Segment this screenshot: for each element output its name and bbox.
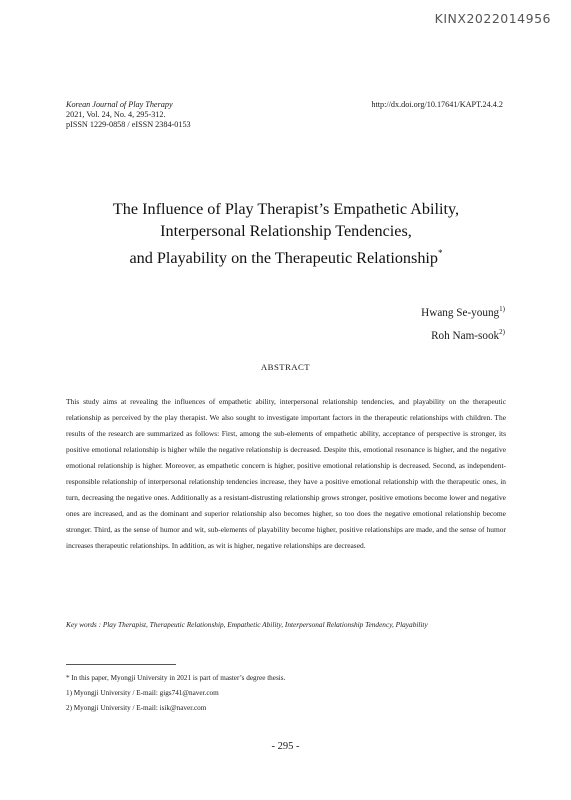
keywords: Key words : Play Therapist, Therapeutic Relationship, Empathetic Ability, Interpersonal Relationship Tendency, Playability bbox=[66, 620, 428, 629]
author-1-mark: 1) bbox=[499, 305, 505, 313]
author-list bbox=[421, 300, 505, 346]
author-1 bbox=[421, 300, 505, 323]
page-number: - 295 - bbox=[271, 741, 300, 752]
document-id: KINX2022014956 bbox=[434, 11, 551, 26]
journal-info bbox=[66, 100, 191, 131]
footnote-author-2: 2) Myongji University / E-mail: isik@naver.com bbox=[66, 704, 207, 712]
paper-title bbox=[66, 198, 506, 269]
author-1-name: Hwang Se-young bbox=[421, 307, 500, 319]
author-2 bbox=[421, 323, 505, 346]
abstract-body: This study aims at revealing the influences of empathetic ability, interpersonal relationship tendencies, and playability on the therapeutic relationship as perceived by the play therapist. We also sought to investigate important factors in the therapeutic relationships with children. The results of the research are summarized as follows: First, among the sub-elements of empathetic ability, acceptance of perspective is stronger, its positive emotional relationship is higher while the negative relationship is decreased. Despite this, emotional resonance is higher, and the negative emotional relationship is higher. Moreover, as empathetic concern is higher, positive emotional relationship is decreased. Second, as independent-responsible relationship of interpersonal relationship tendencies increase, they have a positive emotional relationship with the therapeutic ones, in turn, decreasing the negative ones. Additionally as a resistant-distrusting relationship grows stronger, positive emotions become lower and negative ones are increased, and as the dominant and superior relationship also becomes higher, so too does the negative emotional relationship become stronger. Third, as the sense of humor and wit, sub-elements of playability become higher, positive relationships are made, and the sense of humor increases therapeutic relationships. In addition, as wit is higher, negative relationships are decreased. bbox=[66, 397, 506, 550]
author-2-mark: 2) bbox=[499, 328, 505, 336]
title-line-3-text: and Playability on the Therapeutic Relationship bbox=[129, 249, 439, 267]
doi-link[interactable]: http://dx.doi.org/10.17641/KAPT.24.4.2 bbox=[371, 100, 503, 109]
footnote-author-1: 1) Myongji University / E-mail: gigs741@naver.com bbox=[66, 689, 219, 697]
title-line-3 bbox=[66, 242, 506, 269]
abstract-heading: ABSTRACT bbox=[260, 362, 311, 372]
issn-info: pISSN 1229-0858 / eISSN 2384-0153 bbox=[66, 120, 191, 130]
footnote-divider bbox=[66, 664, 176, 665]
footnote-thesis: * In this paper, Myongji University in 2021 is part of master’s degree thesis. bbox=[66, 674, 286, 682]
title-line-1: The Influence of Play Therapist’s Empathetic Ability, bbox=[112, 200, 460, 218]
author-2-name: Roh Nam-sook bbox=[431, 330, 500, 342]
footnotes bbox=[66, 671, 285, 716]
title-footnote-mark: * bbox=[438, 248, 443, 258]
journal-name: Korean Journal of Play Therapy bbox=[66, 100, 173, 109]
volume-info: 2021, Vol. 24, No. 4, 295-312. bbox=[66, 110, 166, 120]
title-line-2: Interpersonal Relationship Tendencies, bbox=[160, 222, 412, 240]
